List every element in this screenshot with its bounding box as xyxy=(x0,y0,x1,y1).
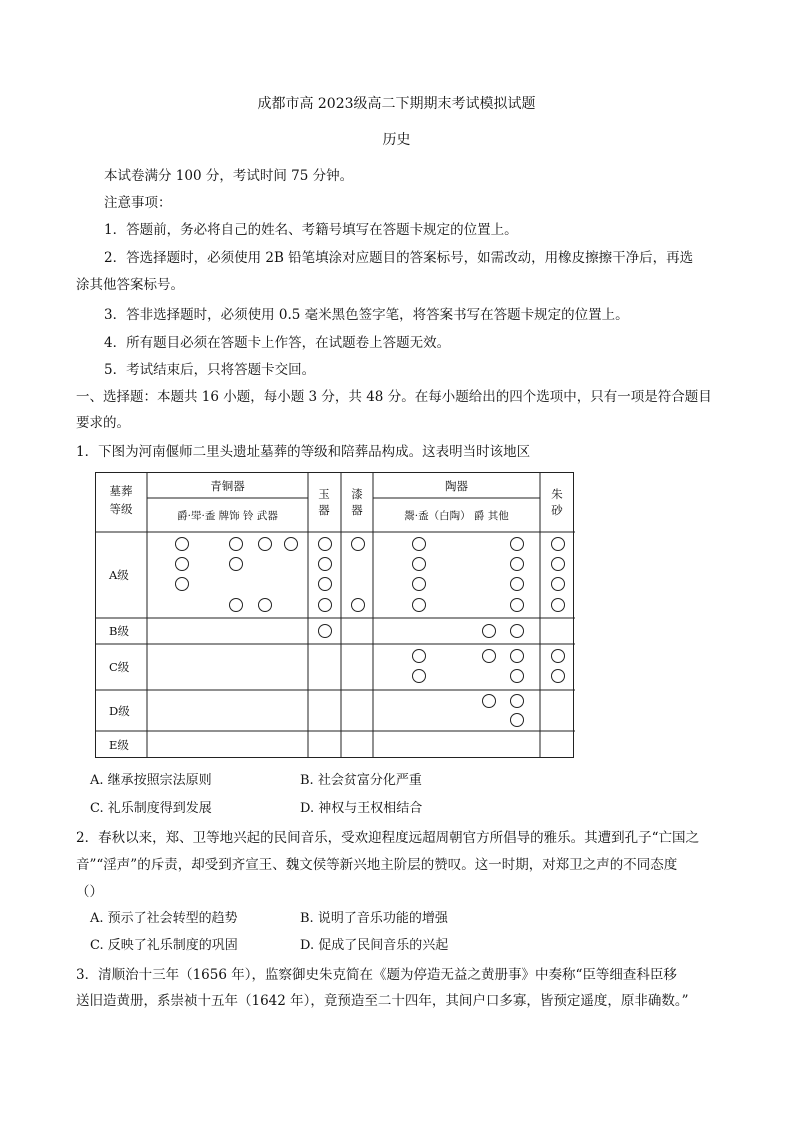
pottery-header: 陶器 xyxy=(445,479,468,493)
lacquer-header: 漆器 xyxy=(351,487,363,517)
question-3-stem-continued: 送旧造黄册，系崇祯十五年（1642 年），竟预造至二十四年，其间户口多寡，皆预定遥度，原非确数。” xyxy=(76,993,689,1009)
level-b-label: B级 xyxy=(109,624,129,638)
grave-good-marker xyxy=(229,598,243,612)
grave-good-marker xyxy=(551,598,565,612)
grave-good-marker xyxy=(510,669,524,683)
grave-good-marker xyxy=(510,577,524,591)
question-3-stem: 3．清顺治十三年（1656 年），监察御史朱克简在《题为停造无益之黄册事》中奏称“臣等细查科臣移 xyxy=(76,967,677,983)
notice-label: 注意事项： xyxy=(104,195,172,211)
grave-good-marker xyxy=(510,598,524,612)
grave-good-marker xyxy=(551,577,565,591)
q2-option-c: C. 反映了礼乐制度的巩固 xyxy=(90,938,238,953)
grave-good-marker xyxy=(318,537,332,551)
grave-good-marker xyxy=(351,537,365,551)
grave-good-marker xyxy=(318,577,332,591)
grave-good-marker xyxy=(510,624,524,638)
notice-item: 1．答题前，务必将自己的姓名、考籍号填写在答题卡规定的位置上。 xyxy=(104,222,518,238)
grave-good-marker xyxy=(229,557,243,571)
notice-item: 3．答非选择题时，必须使用 0.5 毫米黑色签字笔，将答案书写在答题卡规定的位置上。 xyxy=(104,307,629,323)
level-a-label: A级 xyxy=(109,568,129,582)
grave-good-marker xyxy=(551,669,565,683)
q1-option-c: C. 礼乐制度得到发展 xyxy=(90,801,212,816)
grave-good-marker xyxy=(412,598,426,612)
grave-good-marker xyxy=(412,669,426,683)
grave-good-marker xyxy=(318,624,332,638)
grave-good-marker xyxy=(351,598,365,612)
corner-header: 墓葬 xyxy=(109,484,133,498)
bronze-header: 青铜器 xyxy=(210,479,245,493)
jade-header: 玉器 xyxy=(318,487,330,517)
section-heading: 一、选择题：本题共 16 小题，每小题 3 分，共 48 分。在每小题给出的四个选项中，只有一项是符合题目 xyxy=(76,389,712,405)
grave-good-marker xyxy=(510,713,524,727)
grave-good-marker xyxy=(510,557,524,571)
question-1-stem: 1．下图为河南偃师二里头遗址墓葬的等级和陪葬品构成。这表明当时该地区 xyxy=(76,444,531,460)
exam-intro: 本试卷满分 100 分，考试时间 75 分钟。 xyxy=(104,168,354,184)
question-2-stem-continued: 音”“淫声”的斥责，却受到齐宣王、魏文侯等新兴地主阶层的赞叹。这一时期，对郑卫之声的不同态度 xyxy=(76,857,678,873)
notice-item: 5．考试结束后，只将答题卡交回。 xyxy=(104,362,316,378)
pottery-subheader: 鬶·盉（白陶） 爵 其他 xyxy=(404,510,509,522)
grave-good-marker xyxy=(412,577,426,591)
grave-good-marker xyxy=(175,557,189,571)
grave-good-marker xyxy=(412,537,426,551)
grave-good-marker xyxy=(510,537,524,551)
grave-good-marker xyxy=(482,649,496,663)
q1-option-a: A. 继承按照宗法原则 xyxy=(90,773,212,788)
grave-good-marker xyxy=(510,649,524,663)
section-heading-continued: 要求的。 xyxy=(76,415,130,431)
q1-option-b: B. 社会贫富分化严重 xyxy=(300,773,422,788)
notice-item: 4．所有题目必须在答题卡上作答，在试题卷上答题无效。 xyxy=(104,335,451,351)
grave-good-marker xyxy=(551,649,565,663)
question-2-stem-continued: （） xyxy=(76,884,103,900)
q2-option-a: A. 预示了社会转型的趋势 xyxy=(90,911,238,926)
exam-subject: 历史 xyxy=(382,132,411,148)
cinnabar-header: 朱砂 xyxy=(551,487,563,517)
tomb-table xyxy=(95,472,575,758)
exam-title: 成都市高 2023级高二下期期末考试模拟试题 xyxy=(257,96,536,112)
notice-item: 2．答选择题时，必须使用 2B 铅笔填涂对应题目的答案标号，如需改动，用橡皮擦擦干净后，再选 xyxy=(104,250,694,266)
grave-good-marker xyxy=(258,537,272,551)
corner-header: 等级 xyxy=(109,502,133,516)
level-d-label: D级 xyxy=(109,704,130,718)
level-c-label: C级 xyxy=(109,660,130,674)
notice-item-continued: 涂其他答案标号。 xyxy=(76,277,184,293)
q2-option-b: B. 说明了音乐功能的增强 xyxy=(300,911,448,926)
grave-good-marker xyxy=(258,598,272,612)
level-e-label: E级 xyxy=(109,738,129,752)
q1-option-d: D. 神权与王权相结合 xyxy=(300,801,423,816)
q2-option-d: D. 促成了民间音乐的兴起 xyxy=(300,938,449,953)
grave-good-marker xyxy=(412,557,426,571)
bronze-subheader: 爵·斝·盉 牌饰 铃 武器 xyxy=(177,510,278,522)
grave-good-marker xyxy=(412,649,426,663)
grave-good-marker xyxy=(175,577,189,591)
grave-good-marker xyxy=(229,537,243,551)
grave-good-marker xyxy=(551,557,565,571)
grave-good-marker xyxy=(175,537,189,551)
grave-good-marker xyxy=(551,537,565,551)
grave-good-marker xyxy=(318,598,332,612)
question-2-stem: 2．春秋以来，郑、卫等地兴起的民间音乐，受欢迎程度远超周朝官方所倡导的雅乐。其遭到孔子“亡国之 xyxy=(76,830,699,846)
grave-good-marker xyxy=(482,624,496,638)
grave-good-marker xyxy=(318,557,332,571)
grave-good-marker xyxy=(482,694,496,708)
grave-good-marker xyxy=(510,694,524,708)
grave-good-marker xyxy=(284,537,298,551)
